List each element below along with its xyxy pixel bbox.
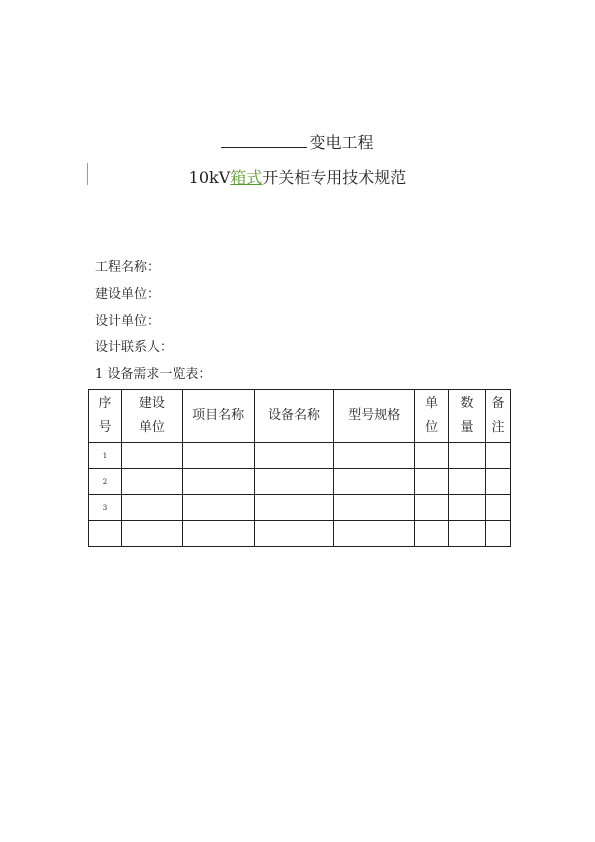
table-cell[interactable]: [449, 443, 486, 469]
table-cell[interactable]: [182, 469, 254, 495]
title-blank-line[interactable]: [221, 135, 307, 148]
table-cell[interactable]: [182, 521, 254, 547]
table-cell[interactable]: [334, 443, 415, 469]
table-cell[interactable]: [486, 521, 511, 547]
subtitle-prefix: 10kV: [188, 168, 231, 187]
table-cell[interactable]: [449, 521, 486, 547]
table-cell[interactable]: 2: [89, 469, 122, 495]
table-cell[interactable]: [89, 521, 122, 547]
table-cell[interactable]: [449, 469, 486, 495]
table-row: [89, 521, 511, 547]
table-cell[interactable]: [182, 495, 254, 521]
table-cell[interactable]: [334, 521, 415, 547]
table-cell[interactable]: [254, 469, 334, 495]
table-cell[interactable]: [121, 495, 182, 521]
subtitle-highlight: 箱式: [230, 168, 263, 187]
table-row: [89, 495, 511, 521]
field-design-unit: 设计单位：: [95, 314, 161, 329]
column-header-model: 型号规格: [334, 390, 415, 443]
field-design-contact: 设计联系人：: [95, 340, 174, 355]
column-header-project: 项目名称: [182, 390, 254, 443]
table-row: [89, 469, 511, 495]
table-cell[interactable]: [415, 443, 449, 469]
column-header-remark: 备 注: [486, 390, 511, 443]
table-cell[interactable]: [486, 495, 511, 521]
table-cell[interactable]: [182, 443, 254, 469]
field-owner-unit: 建设单位：: [95, 287, 161, 302]
column-header-quantity: 数 量: [449, 390, 486, 443]
equipment-requirement-table: [88, 389, 511, 547]
title-suffix: 变电工程: [309, 133, 374, 152]
table-cell[interactable]: [254, 495, 334, 521]
page-title: [0, 130, 595, 153]
table-cell[interactable]: [121, 469, 182, 495]
table-cell[interactable]: [415, 469, 449, 495]
column-header-owner: 建设 单位: [121, 390, 182, 443]
subtitle-rest: 开关柜专用技术规范: [262, 168, 407, 187]
page-subtitle: [0, 165, 595, 188]
table-cell[interactable]: [334, 495, 415, 521]
table-cell[interactable]: [449, 495, 486, 521]
table-cell[interactable]: [486, 443, 511, 469]
table-row: [89, 443, 511, 469]
table-cell[interactable]: [415, 521, 449, 547]
table-cell[interactable]: [254, 521, 334, 547]
table-cell[interactable]: [415, 495, 449, 521]
section-heading: 1 设备需求一览表：: [95, 367, 212, 382]
table-cell[interactable]: [334, 469, 415, 495]
table-cell[interactable]: [121, 521, 182, 547]
column-header-index: 序 号: [89, 390, 122, 443]
table-cell[interactable]: 3: [89, 495, 122, 521]
field-project-name: 工程名称：: [95, 260, 161, 275]
column-header-unit: 单 位: [415, 390, 449, 443]
table-header-row: [89, 390, 511, 443]
column-header-equipment: 设备名称: [254, 390, 334, 443]
table-cell[interactable]: [254, 443, 334, 469]
table-cell[interactable]: [121, 443, 182, 469]
table-cell[interactable]: 1: [89, 443, 122, 469]
table-cell[interactable]: [486, 469, 511, 495]
